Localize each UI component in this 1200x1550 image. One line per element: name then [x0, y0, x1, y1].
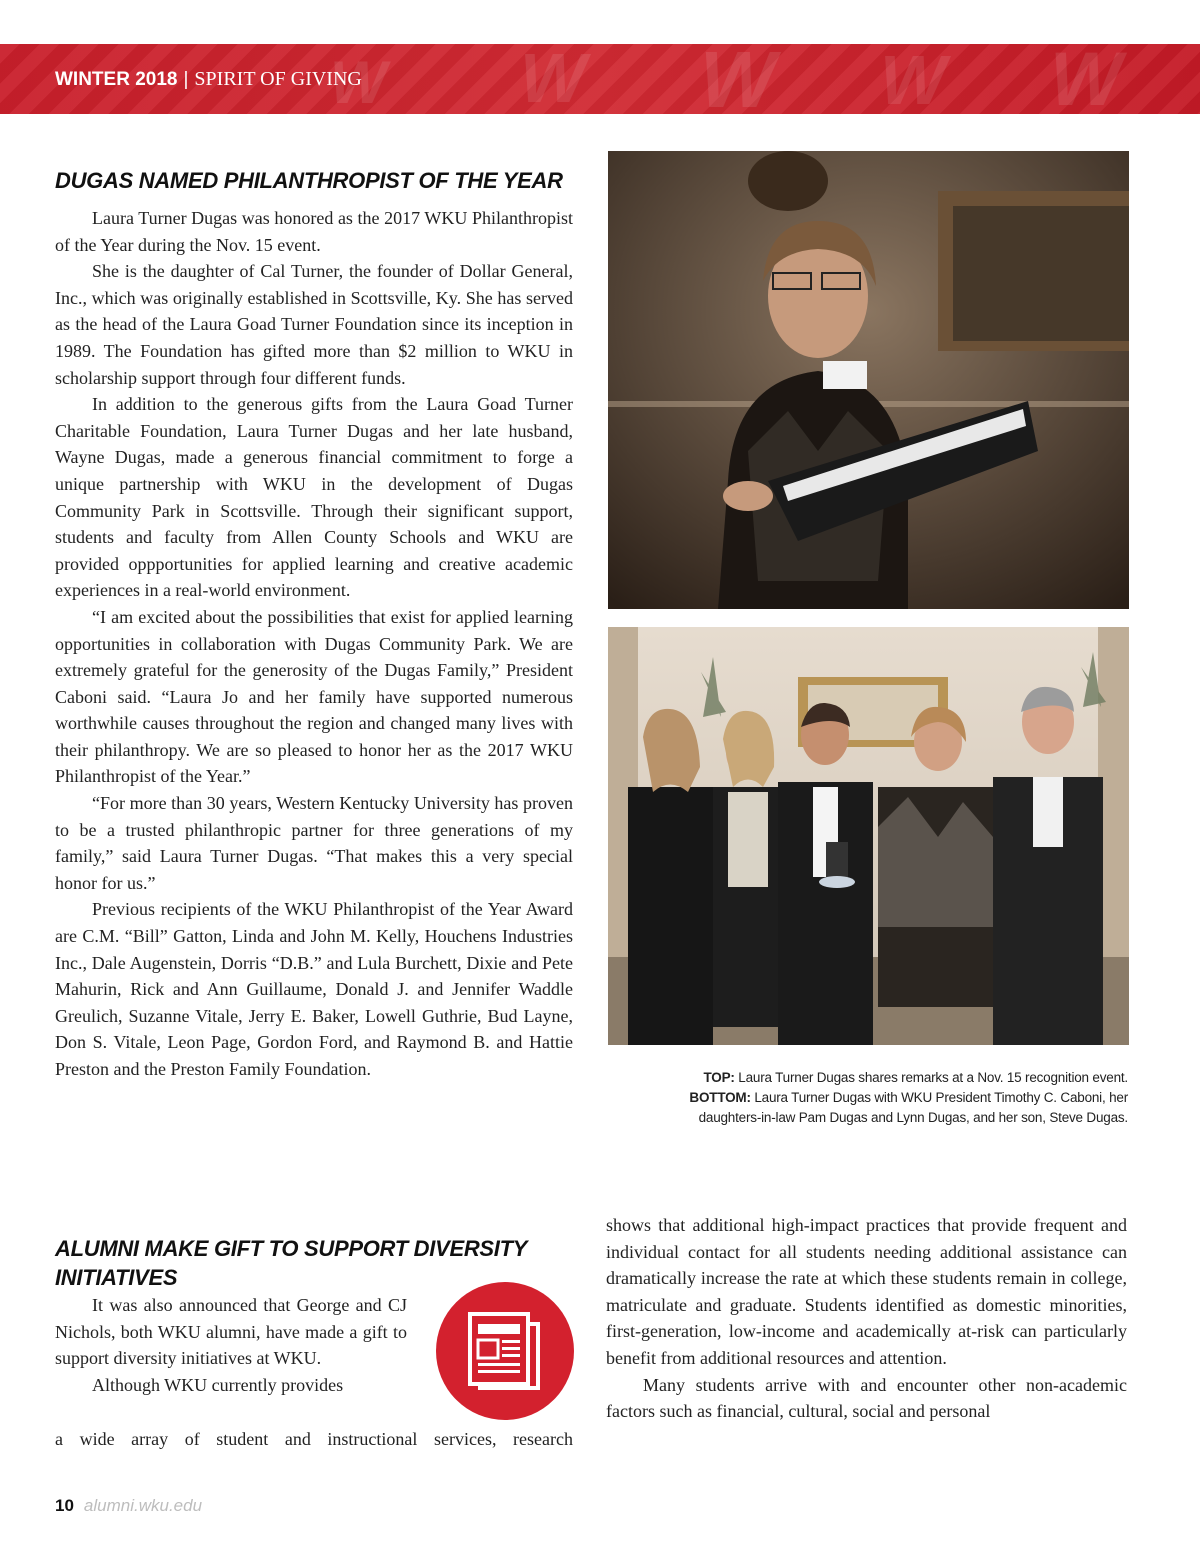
article-paragraph: Previous recipients of the WKU Philanthropist of the Year Award are C.M. “Bill” Gatton, Linda and John M. Kelly, Houchens Industries Inc., Dale Augenstein, Dorris “D.B.” and Lula Burchett, Dixie and Pete Mahurin, Rick and Ann Guillaume, Donald J. and Jennifer Waddle Greulich, Suzanne Vitale, Jerry E. Baker, Lowell Guthrie, Bud Layne, Don S. Vitale, Leon Page, Gordon Ford, and Raymond B. and Hattie Preston and the Preston Family Foundation.: [55, 899, 573, 1079]
article2-paragraph: It was also announced that George and CJ Nichols, both WKU alumni, have made a gift to support diversity initiatives at WKU.: [55, 1295, 407, 1369]
page-footer: [55, 1496, 202, 1516]
article2-title-line1: ALUMNI MAKE GIFT TO SUPPORT DIVERSITY: [55, 1236, 528, 1261]
issue-label: WINTER 2018: [55, 69, 178, 90]
caption-bottom-label: BOTTOM:: [689, 1090, 751, 1105]
section-label: SPIRIT OF GIVING: [194, 68, 362, 90]
caption-top-label: TOP:: [703, 1070, 735, 1085]
caption-bottom: [600, 1088, 1128, 1108]
caption-top: [600, 1068, 1128, 1088]
article2-col2-paragraph: shows that additional high-impact practices that provide frequent and individual contact for all students needing additional assistance can dramatically increase the rate at which these students remain in college, matriculate and graduate. Students identified as domestic minorities, first-generation, low-income and academically at-risk can particularly benefit from additional resources and attention.: [606, 1215, 1127, 1368]
photo-bottom-group: [608, 627, 1129, 1045]
article2-paragraph-start: Although WKU currently provides: [92, 1374, 344, 1395]
article-paragraph: Laura Turner Dugas was honored as the 2017 WKU Philanthropist of the Year during the Nov. 15 event.: [55, 208, 573, 255]
photo-top-speaker: [608, 151, 1129, 609]
article-paragraph: She is the daughter of Cal Turner, the founder of Dollar General, Inc., which was originally established in Scottsville, Ky. She has served as the head of the Laura Goad Turner Foundation since its inception in 1989. The Foundation has gifted more than $2 million to WKU in scholarship support through four different funds.: [55, 261, 573, 388]
caption-bottom-text-1: Laura Turner Dugas with WKU President Timothy C. Caboni, her: [754, 1090, 1128, 1105]
caption-top-text: Laura Turner Dugas shares remarks at a Nov. 15 recognition event.: [738, 1070, 1128, 1085]
article-title: DUGAS NAMED PHILANTHROPIST OF THE YEAR: [55, 168, 563, 193]
header-pattern: W: [330, 49, 387, 114]
page-number: 10: [55, 1496, 74, 1515]
photo-caption: [600, 1068, 1128, 1128]
article-paragraph: “I am excited about the possibilities that exist for applied learning opportunities in collaboration with Dugas Community Park. We are extremely grateful for the generosity of the Dugas Family,” President Caboni said. “Laura Jo and her family have supported numerous worthwhile causes throughout the region and changed many lives with their philanthropy. We are so pleased to honor her as the 2017 WKU Philanthropist of the Year.”: [55, 606, 573, 787]
article-paragraph: “For more than 30 years, Western Kentucky University has proven to be a trusted philanthropic partner for three generations of my family,” said Laura Turner Dugas. “That makes this a very special honor for us.”: [55, 793, 573, 893]
article2-paragraph-continued: a wide array of student and instructional services, research: [55, 1429, 573, 1449]
header-band: [0, 44, 1200, 114]
newspaper-icon: [466, 1310, 544, 1392]
article2-col2-paragraph: Many students arrive with and encounter other non-academic factors such as financial, cultural, social and personal: [606, 1374, 1127, 1422]
article2-title-line2: INITIATIVES: [55, 1265, 178, 1290]
photo-bottom-illustration: [608, 627, 1129, 1045]
header-title: [55, 68, 362, 91]
header-pattern: W: [700, 44, 776, 114]
article-body: [55, 205, 573, 1083]
article2-column-2: [606, 1212, 1127, 1425]
header-pattern: W: [1050, 44, 1122, 114]
photo-top-illustration: [608, 151, 1129, 609]
article-paragraph: In addition to the generous gifts from the Laura Goad Turner Charitable Foundation, Laura Turner Dugas and her late husband, Wayne Dugas, made a generous financial commitment to forge a unique partnership with WKU in the development of Dugas Community Park in Scottsville. Through their significant support, students and faculty from Allen County Schools and WKU are provided oppportunities for applied learning and creative academic experiences in a real-world environment.: [55, 394, 573, 601]
header-separator: |: [183, 69, 189, 90]
header-pattern: W: [520, 44, 587, 114]
footer-url[interactable]: alumni.wku.edu: [83, 1496, 203, 1515]
caption-bottom-text-2: daughters-in-law Pam Dugas and Lynn Dugas, and her son, Steve Dugas.: [698, 1110, 1128, 1125]
newspaper-badge: [436, 1282, 574, 1420]
header-pattern: W: [880, 44, 947, 114]
article2-body-intro: [55, 1292, 407, 1398]
